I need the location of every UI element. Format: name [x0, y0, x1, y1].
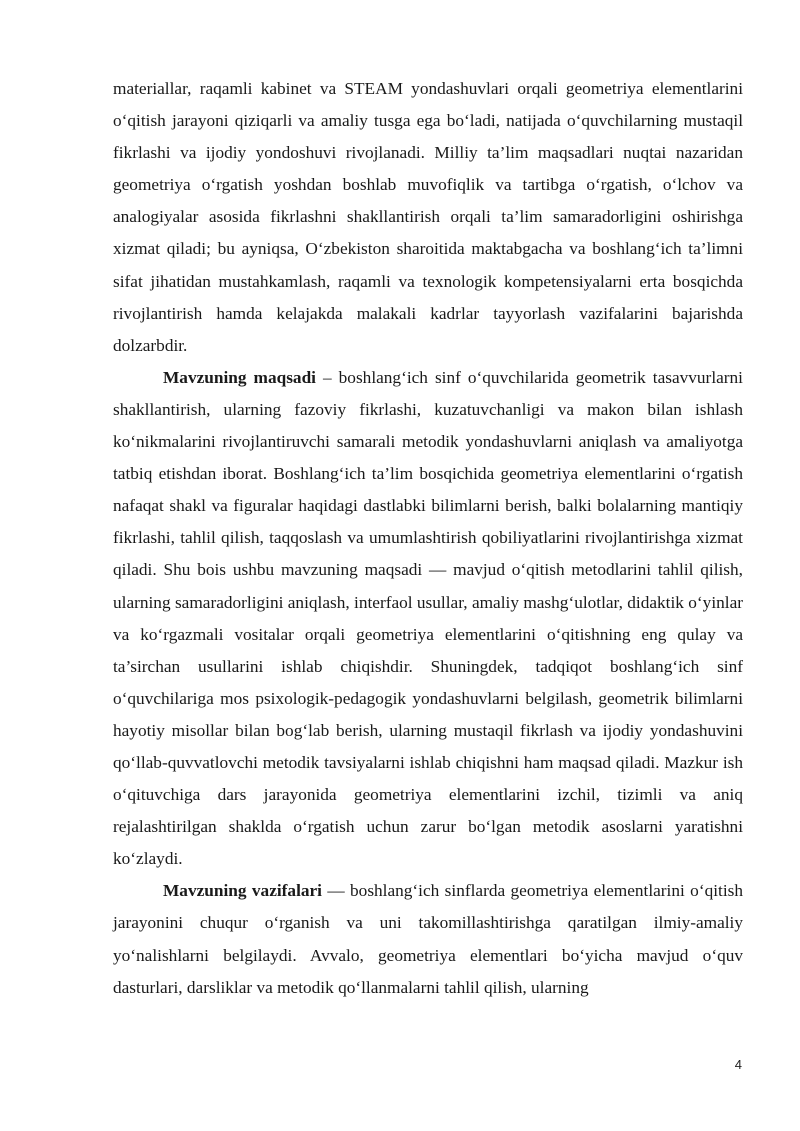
paragraph-intro-continuation	[113, 73, 743, 362]
paragraph-text: materiallar, raqamli kabinet va STEAM yondashuvlari orqali geometriya elementlarini o‘qitish jarayoni qiziqarli va amaliy tusga ega bo‘ladi, natijada o‘quvchilarning mustaqil fikrlashi va ijodiy yondoshuvi rivojlanadi. Milliy ta’lim maqsadlari nuqtai nazaridan geometriya o‘rgatish yoshdan boshlab muvofiqlik va tartibga o‘rgatish, o‘lchov va analogiyalar asosida fikrlashni shakllantirish orqali ta’lim samaradorligini oshirishga xizmat qiladi; bu ayniqsa, O‘zbekiston sharoitida maktabgacha va boshlang‘ich ta’limni sifat jihatidan mustahkamlash, raqamli va texnologik kompetensiyalarni erta bosqichda rivojlantirish hamda kelajakda malakali kadrlar tayyorlash vazifalarini bajarishda dolzarbdir.	[113, 79, 743, 355]
paragraph-tasks	[113, 875, 743, 1003]
paragraph-text: – boshlang‘ich sinf o‘quvchilarida geometrik tasavvurlarni shakllantirish, ularning fazoviy fikrlashi, kuzatuvchanligi va makon bilan ishlash ko‘nikmalarini rivojlantiruvchi samarali metodik yondashuvlarni aniqlash va amaliyotga tatbiq etishdan iborat. Boshlang‘ich ta’lim bosqichida geometriya elementlarini o‘rgatish nafaqat shakl va figuralar haqidagi dastlabki bilimlarni berish, balki bolalarning mantiqiy fikrlashi, tahlil qilish, taqqoslash va umumlashtirish qobiliyatlarini rivojlantirishga xizmat qiladi. Shu bois ushbu mavzuning maqsadi — mavjud o‘qitish metodlarini tahlil qilish, ularning samaradorligini aniqlash, interfaol usullar, amaliy mashg‘ulotlar, didaktik o‘yinlar va ko‘rgazmali vositalar orqali geometriya elementlarini o‘qitishning eng qulay va ta’sirchan usullarini ishlab chiqishdir. Shuningdek, tadqiqot boshlang‘ich sinf o‘quvchilariga mos psixologik-pedagogik yondashuvlarni belgilash, geometrik bilimlarni hayotiy misollar bilan bog‘lab berish, ularning mustaqil fikrlash va ijodiy yondashuvini qo‘llab-quvvatlovchi metodik tavsiyalarni ishlab chiqishni ham maqsad qiladi. Mazkur ish o‘qituvchiga dars jarayonida geometriya elementlarini izchil, tizimli va aniq rejalashtirilgan shaklda o‘rgatish uchun zarur bo‘lgan metodik asoslarni yaratishni ko‘zlaydi.	[113, 367, 743, 869]
paragraph-text: — boshlang‘ich sinflarda geometriya elementlarini o‘qitish jarayonini chuqur o‘rganish va uni takomillashtirishga qaratilgan ilmiy-amaliy yo‘nalishlarni belgilaydi. Avvalo, geometriya elementlari bo‘yicha mavjud o‘quv dasturlari, darsliklar va metodik qo‘llanmalarni tahlil qilish, ularning	[113, 881, 743, 997]
page-number: 4	[734, 1057, 742, 1072]
paragraph-heading-tasks: Mavzuning vazifalari	[163, 881, 322, 901]
paragraph-heading-goal: Mavzuning maqsadi	[163, 367, 316, 387]
document-body	[113, 73, 743, 1004]
paragraph-goal	[113, 362, 743, 876]
